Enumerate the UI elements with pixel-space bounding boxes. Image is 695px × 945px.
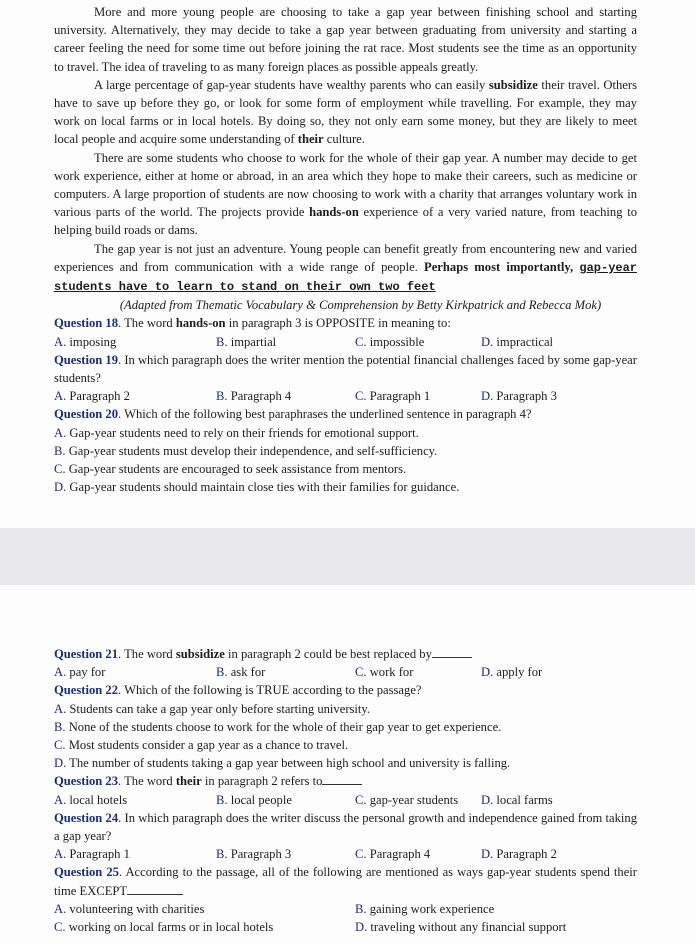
question-23-options	[54, 791, 637, 809]
option-c[interactable]: C. impossible	[355, 334, 425, 349]
p2-text-b: their travel. Others have to save up before they go, or look for some form of employment while travelling. For example, they may work on local farms or in local hotels. By doing so, they not only earn some money, but they are likely to meet local people and acquire some understanding of	[54, 77, 637, 147]
p2-bold-subsidize: subsidize	[488, 77, 538, 92]
option-b[interactable]: B. gaining work experience	[355, 901, 495, 916]
option-d[interactable]: D. The number of students taking a gap year between high school and university is falling.	[54, 756, 511, 771]
question-24-stem	[54, 809, 637, 845]
question-23-label: Question 23	[54, 774, 119, 789]
option-letter: C.	[355, 334, 367, 349]
option-a[interactable]: A. Gap-year students need to rely on their friends for emotional support.	[54, 425, 419, 440]
question-24	[54, 809, 637, 864]
option-c[interactable]: C. Most students consider a gap year as a chance to travel.	[54, 738, 349, 753]
option-letter: D.	[481, 847, 494, 862]
answer-blank	[127, 884, 183, 895]
question-22-stem	[54, 681, 637, 699]
option-d[interactable]: D. Paragraph 3	[481, 389, 557, 404]
q25-stem: . According to the passage, all of the following are mentioned as ways gap-year students spend their time EXCEPT	[54, 865, 638, 898]
question-22-label: Question 22	[54, 683, 119, 698]
question-18-label: Question 18	[54, 316, 119, 331]
option-d[interactable]: D. traveling without any financial support	[355, 920, 567, 935]
p3-bold-hands-on: hands-on	[309, 205, 359, 220]
question-19-options	[54, 387, 637, 405]
question-25-options-row-2	[54, 918, 637, 936]
question-20-label: Question 20	[54, 407, 119, 422]
option-d[interactable]: D. impractical	[481, 334, 554, 349]
option-d[interactable]: D. local farms	[481, 792, 553, 807]
option-c[interactable]: C. work for	[355, 665, 414, 680]
question-18	[54, 314, 637, 350]
q21-stem-bold: subsidize	[175, 647, 225, 661]
question-21-stem	[54, 645, 637, 663]
p4-underlined-sentence: gap-year students have to learn to stand on their own two feet	[54, 260, 637, 295]
q23-stem-a: . The word	[118, 774, 176, 789]
option-d[interactable]: D. Paragraph 2	[481, 847, 557, 862]
option-a[interactable]: A. local hotels	[54, 792, 128, 807]
paragraph-2	[54, 76, 637, 149]
option-c[interactable]: C. gap-year students	[355, 792, 459, 807]
option-letter: B.	[216, 665, 228, 680]
option-letter: D.	[54, 480, 67, 495]
option-letter: B.	[216, 334, 228, 349]
answer-blank	[322, 774, 362, 785]
option-b[interactable]: B. None of the students choose to work for the whole of their gap year to get experience.	[54, 719, 502, 734]
option-letter: D.	[481, 792, 494, 807]
option-c[interactable]: C. Paragraph 1	[355, 389, 431, 404]
option-b[interactable]: B. impartial	[216, 334, 277, 349]
question-22	[54, 681, 637, 772]
option-letter: C.	[355, 792, 367, 807]
option-letter: D.	[481, 665, 494, 680]
option-b[interactable]: B. Paragraph 3	[216, 847, 292, 862]
option-letter: A.	[54, 792, 67, 807]
option-b[interactable]: B. ask for	[216, 665, 266, 680]
p2-bold-their: their	[297, 132, 324, 147]
option-d[interactable]: D. Gap-year students should maintain close ties with their families for guidance.	[54, 480, 460, 495]
option-a[interactable]: A. pay for	[54, 665, 106, 680]
p3-text-b: experience of a very varied nature, from teaching to helping build roads or dams.	[54, 205, 637, 238]
option-a[interactable]: A. volunteering with charities	[54, 901, 205, 916]
question-18-stem	[54, 314, 637, 332]
question-23	[54, 772, 637, 808]
p2-text-c: culture.	[323, 132, 365, 147]
question-24-label: Question 24	[54, 810, 119, 825]
question-19-label: Question 19	[54, 352, 119, 367]
option-letter: B.	[355, 901, 367, 916]
answer-blank	[432, 647, 472, 658]
option-letter: D.	[481, 389, 494, 404]
option-b[interactable]: B. Paragraph 4	[216, 389, 292, 404]
page-two	[0, 585, 695, 945]
paragraph-4	[54, 240, 637, 297]
option-letter: A.	[54, 389, 67, 404]
option-b[interactable]: B. Gap-year students must develop their independence, and self-sufficiency.	[54, 443, 438, 458]
option-c[interactable]: C. Paragraph 4	[355, 847, 431, 862]
q24-stem: . In which paragraph does the writer discuss the personal growth and independence gained from taking a gap year?	[54, 810, 637, 844]
option-letter: A.	[54, 701, 67, 716]
option-letter: B.	[216, 847, 228, 862]
option-letter: D.	[355, 920, 368, 935]
paragraph-1: More and more young people are choosing to take a gap year between finishing school and starting university. Alternatively, they may decide to take a gap year between graduating from university and starting a career feeling the need for some time out before joining the rat race. Most students see the time as an opportunity to travel. The idea of traveling to as many foreign places as possible appeals greatly.	[54, 5, 637, 74]
option-letter: B.	[54, 443, 66, 458]
q21-stem-a: . The word	[118, 647, 176, 661]
option-letter: A.	[54, 847, 67, 862]
q20-stem: . Which of the following best paraphrases the underlined sentence in paragraph 4?	[118, 407, 532, 422]
option-letter: C.	[54, 462, 66, 477]
q22-stem: . Which of the following is TRUE according to the passage?	[118, 683, 422, 698]
question-19-stem	[54, 351, 637, 387]
option-d[interactable]: D. apply for	[481, 665, 543, 680]
option-letter: A.	[54, 665, 67, 680]
option-letter: A.	[54, 901, 67, 916]
question-21-label: Question 21	[54, 647, 119, 661]
question-24-options	[54, 845, 637, 863]
question-25-label: Question 25	[54, 865, 119, 880]
option-letter: B.	[216, 389, 228, 404]
question-25-stem	[54, 863, 637, 899]
q23-stem-bold: their	[175, 774, 202, 789]
q18-stem-b: in paragraph 3 is OPPOSITE in meaning to:	[225, 316, 451, 331]
option-a[interactable]: A. Paragraph 1	[54, 847, 130, 862]
option-letter: A.	[54, 334, 67, 349]
option-letter: D.	[481, 334, 494, 349]
option-letter: B.	[54, 719, 66, 734]
option-letter: C.	[54, 738, 66, 753]
paragraph-3	[54, 149, 637, 240]
source-citation: (Adapted from Thematic Vocabulary & Comprehension by Betty Kirkpatrick and Rebecca Mok)	[119, 298, 602, 313]
option-b[interactable]: B. local people	[216, 792, 292, 807]
option-letter: C.	[355, 847, 367, 862]
question-25-options-row-1	[54, 900, 637, 918]
question-20	[54, 405, 637, 496]
q18-stem-a: . The word	[118, 316, 176, 331]
p2-text-a: A large percentage of gap-year students have wealthy parents who can easily	[94, 77, 489, 92]
option-a[interactable]: A. Paragraph 2	[54, 389, 130, 404]
option-letter: C.	[355, 665, 367, 680]
option-a[interactable]: A. imposing	[54, 334, 117, 349]
option-a[interactable]: A. Students can take a gap year only before starting university.	[54, 701, 371, 716]
question-20-stem	[54, 405, 637, 423]
p4-text-a: The gap year is not just an adventure. Young people can benefit greatly from encountering new and varied experiences and from communication with a wide range of people.	[54, 241, 637, 274]
p3-text-a: There are some students who choose to work for the whole of their gap year. A number may decide to get work experience, either at home or abroad, in an area which they hope to make their careers, such as medicine or computers. A large proportion of students are now choosing to work with a charity that arranges voluntary work in various parts of the world. The projects provide	[54, 150, 637, 220]
q23-stem-b: in paragraph 2 refers to	[201, 774, 323, 789]
p4-bold-lead: Perhaps most importantly,	[424, 259, 580, 274]
option-letter: A.	[54, 425, 67, 440]
question-21	[54, 645, 637, 681]
question-23-stem	[54, 772, 637, 790]
option-letter: C.	[355, 389, 367, 404]
option-letter: D.	[54, 756, 67, 771]
question-25	[54, 863, 637, 936]
option-c[interactable]: C. working on local farms or in local hotels	[54, 920, 274, 935]
q18-stem-bold: hands-on	[175, 316, 226, 331]
question-18-options	[54, 333, 637, 351]
question-21-options	[54, 663, 637, 681]
option-letter: C.	[54, 920, 66, 935]
q21-stem-b: in paragraph 2 could be best replaced by	[224, 647, 432, 661]
option-letter: B.	[216, 792, 228, 807]
q19-stem: . In which paragraph does the writer mention the potential financial challenges faced by some gap-year students?	[54, 352, 637, 386]
option-c[interactable]: C. Gap-year students are encouraged to seek assistance from mentors.	[54, 462, 407, 477]
question-19	[54, 351, 637, 406]
